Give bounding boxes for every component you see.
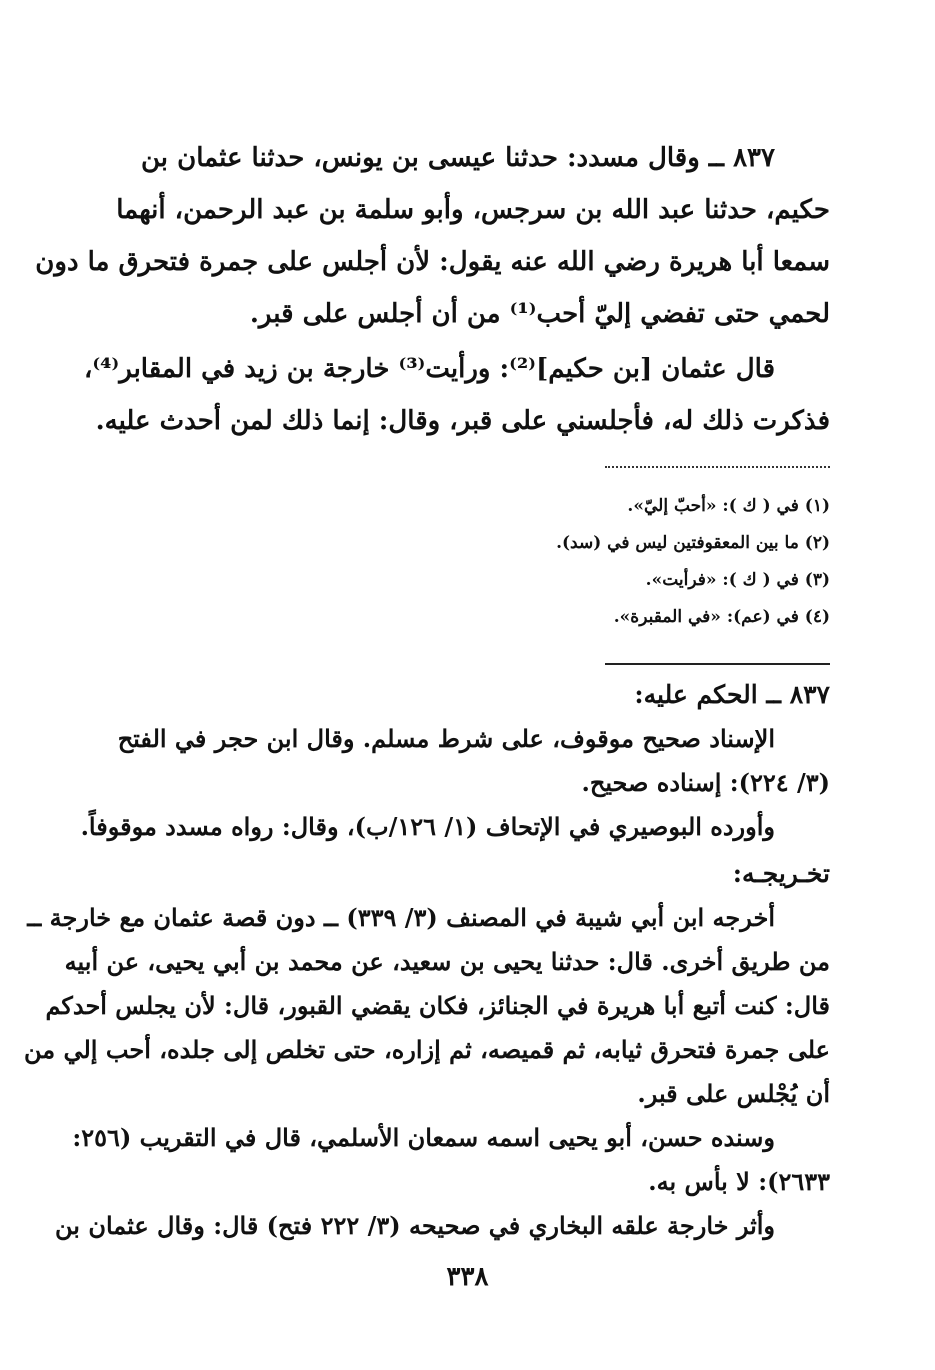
- footnote: (٤) في (عم): «في المقبرة».: [613, 607, 830, 627]
- footnote: (٢) ما بين المعقوفتين ليس في (سد).: [556, 533, 830, 553]
- statement-line: قال عثمان [بن حكيم]⁽²⁾: ورأيت⁽³⁾ خارجة بن زيد في المقابر⁽⁴⁾،: [83, 354, 775, 384]
- footnotes: [105, 488, 830, 636]
- takhrij-heading: تخـريجـه:: [732, 859, 830, 888]
- takhrij-line: وسنده حسن، أبو يحيى اسمه سمعان الأسلمي، قال في التقريب (٢٥٦:: [72, 1123, 775, 1152]
- ruling-line: الإسناد صحيح موقوف، على شرط مسلم. وقال ابن حجر في الفتح: [117, 724, 775, 753]
- hadith-line: حكيم، حدثنا عبد الله بن سرجس، وأبو سلمة بن عبد الرحمن، أنهما: [116, 195, 830, 225]
- takhrij-line: قال: كنت أتبع أبا هريرة في الجنائز، فكان يقضي القبور، قال: لأن يجلس أحدكم: [45, 991, 830, 1020]
- takhrij-line: ٢٦٣٣): لا بأس به.: [648, 1167, 830, 1196]
- hadith-line: سمعا أبا هريرة رضي الله عنه يقول: لأن أجلس على جمرة فتحرق ما دون: [35, 247, 830, 277]
- footnote: (٣) في ( ك ): «فرأيت».: [645, 570, 830, 590]
- hadith-line: لحمي حتى تفضي إليّ أحب⁽¹⁾ من أن أجلس على قبر.: [249, 299, 830, 329]
- ruling-line: (٣/ ٢٢٤): إسناده صحيح.: [581, 768, 830, 797]
- footnote: (١) في ( ك ): «أحبّ إليّ».: [627, 496, 830, 516]
- takhrij-line: من طريق أخرى. قال: حدثنا يحيى بن سعيد، عن محمد بن أبي يحيى، عن أبيه: [64, 947, 830, 976]
- ruling-heading: ٨٣٧ ــ الحكم عليه:: [634, 680, 830, 709]
- uthman-statement: [83, 343, 830, 447]
- takhrij-line: أن يُجْلس على قبر.: [637, 1079, 830, 1108]
- ruling-line: وأورده البوصيري في الإتحاف (١/ ١٢٦/ب)، وقال: رواه مسدد موقوفاً.: [80, 812, 775, 841]
- page-number: ٣٣٨: [446, 1262, 489, 1292]
- footnote-separator: [605, 466, 830, 468]
- ruling-section: [80, 673, 830, 849]
- statement-line: فذكرت ذلك له، فأجلسني على قبر، وقال: إنما ذلك لمن أحدث عليه.: [95, 406, 830, 436]
- hadith-line: ٨٣٧ ــ وقال مسدد: حدثنا عيسى بن يونس، حدثنا عثمان بن: [141, 143, 775, 173]
- section-rule: [605, 663, 830, 665]
- takhrij-line: أخرجه ابن أبي شيبة في المصنف (٣/ ٣٣٩) ــ دون قصة عثمان مع خارجة ــ: [27, 903, 775, 932]
- takhrij-section: [24, 852, 830, 1248]
- hadith-text: [35, 132, 830, 340]
- takhrij-line: على جمرة فتحرق ثيابه، ثم قميصه، ثم إزاره، حتى تخلص إلى جلده، أحب إلي من: [24, 1035, 830, 1064]
- takhrij-line: وأثر خارجة علقه البخاري في صحيحه (٣/ ٢٢٢ فتح) قال: وقال عثمان بن: [55, 1211, 775, 1240]
